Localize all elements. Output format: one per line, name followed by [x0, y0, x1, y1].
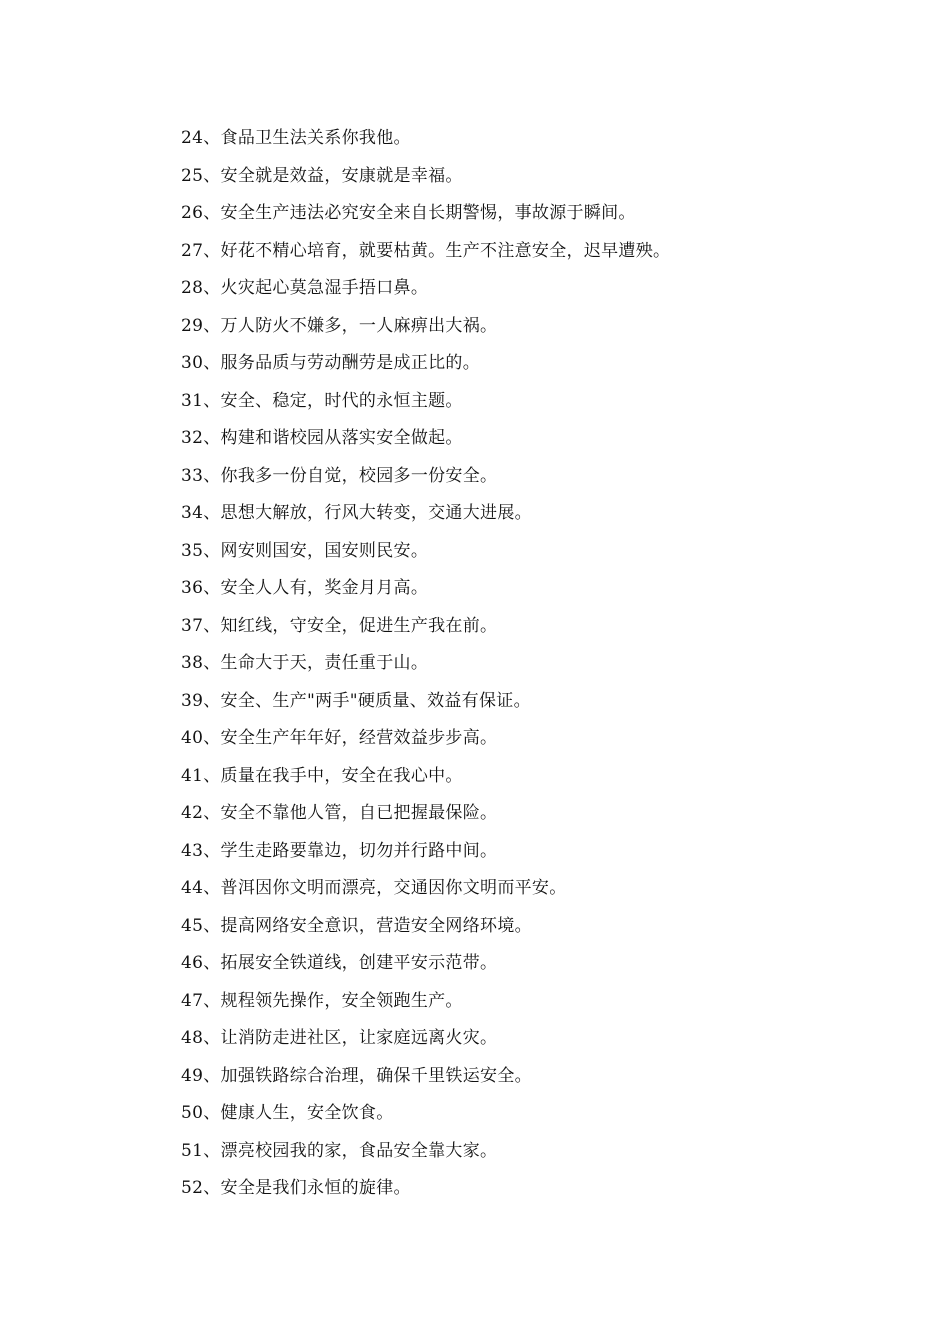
slogan-list — [181, 120, 670, 1208]
slogan-line-45: 45、提高网络安全意识，营造安全网络环境。 — [181, 915, 532, 936]
slogan-line-37: 37、知红线，守安全，促进生产我在前。 — [181, 615, 498, 636]
slogan-line-32: 32、构建和谐校园从落实安全做起。 — [181, 428, 463, 448]
slogan-line-47: 47、规程领先操作，安全领跑生产。 — [181, 990, 463, 1011]
slogan-line-25: 25、安全就是效益，安康就是幸福。 — [181, 165, 463, 186]
slogan-line-35: 35、网安则国安，国安则民安。 — [181, 540, 429, 561]
slogan-line-40: 40、安全生产年年好，经营效益步步高。 — [181, 728, 498, 748]
slogan-line-41: 41、质量在我手中，安全在我心中。 — [181, 765, 463, 786]
slogan-line-52: 52、安全是我们永恒的旋律。 — [181, 1178, 411, 1198]
slogan-line-30: 30、服务品质与劳动酬劳是成正比的。 — [181, 353, 481, 373]
slogan-line-31: 31、安全、稳定，时代的永恒主题。 — [181, 390, 463, 411]
slogan-line-34: 34、思想大解放，行风大转变，交通大进展。 — [181, 503, 532, 523]
slogan-line-48: 48、让消防走进社区，让家庭远离火灾。 — [181, 1028, 498, 1048]
slogan-line-46: 46、拓展安全铁道线，创建平安示范带。 — [181, 953, 498, 973]
slogan-line-43: 43、学生走路要靠边，切勿并行路中间。 — [181, 840, 498, 861]
slogan-line-49: 49、加强铁路综合治理，确保千里铁运安全。 — [181, 1065, 532, 1086]
slogan-line-50: 50、健康人生，安全饮食。 — [181, 1103, 394, 1123]
slogan-line-33: 33、你我多一份自觉，校园多一份安全。 — [181, 465, 498, 486]
slogan-line-42: 42、安全不靠他人管，自已把握最保险。 — [181, 803, 498, 823]
slogan-line-27: 27、好花不精心培育，就要枯黄。生产不注意安全，迟早遭殃。 — [181, 240, 671, 261]
slogan-line-38: 38、生命大于天，责任重于山。 — [181, 653, 429, 673]
slogan-line-51: 51、漂亮校园我的家，食品安全靠大家。 — [181, 1140, 498, 1161]
slogan-line-26: 26、安全生产违法必究安全来自长期警惕，事故源于瞬间。 — [181, 203, 636, 223]
slogan-line-29: 29、万人防火不嫌多，一人麻痹出大祸。 — [181, 315, 498, 336]
slogan-line-36: 36、安全人人有，奖金月月高。 — [181, 578, 429, 598]
slogan-line-44: 44、普洱因你文明而漂亮，交通因你文明而平安。 — [181, 878, 567, 898]
slogan-line-39: 39、安全、生产"两手"硬质量、效益有保证。 — [181, 690, 531, 711]
slogan-line-28: 28、火灾起心莫急湿手捂口鼻。 — [181, 278, 429, 298]
slogan-line-24: 24、食品卫生法关系你我他。 — [181, 128, 411, 148]
